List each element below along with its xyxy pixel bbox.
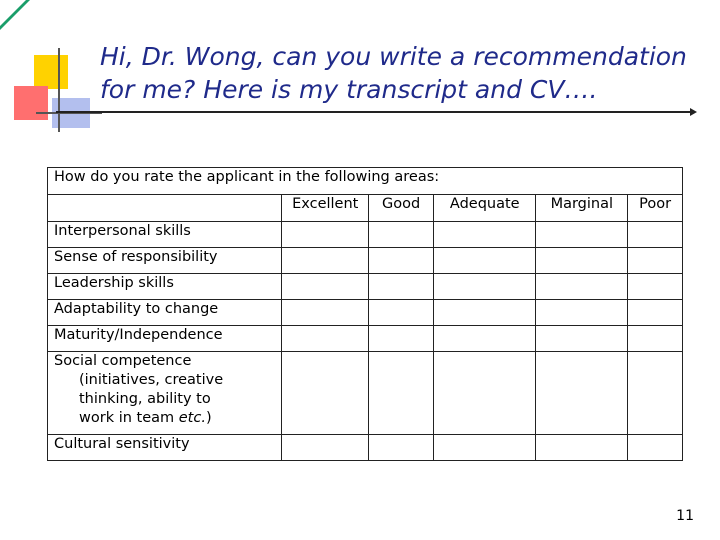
row-label-responsibility: Sense of responsibility xyxy=(48,248,282,274)
slide-title-line2: for me? Here is my transcript and CV…. xyxy=(100,75,598,104)
rating-cell xyxy=(282,326,369,352)
header-good: Good xyxy=(369,195,434,222)
table-row xyxy=(48,300,683,326)
header-marginal: Marginal xyxy=(536,195,628,222)
rating-cell xyxy=(369,300,434,326)
title-underline-arrow xyxy=(690,108,697,116)
rating-cell xyxy=(282,435,369,461)
social-competence-sub-2: thinking, ability to xyxy=(79,391,211,407)
rating-cell xyxy=(434,300,536,326)
row-label-adaptability: Adaptability to change xyxy=(48,300,282,326)
red-square-decoration xyxy=(14,86,48,120)
rating-cell xyxy=(536,326,628,352)
rating-cell xyxy=(434,222,536,248)
rating-cell xyxy=(282,222,369,248)
rating-cell xyxy=(434,274,536,300)
row-label-maturity: Maturity/Independence xyxy=(48,326,282,352)
table-row xyxy=(48,222,683,248)
rating-cell xyxy=(628,248,683,274)
table-row xyxy=(48,352,683,435)
table-row xyxy=(48,274,683,300)
table-header-row xyxy=(48,195,683,222)
row-label-leadership: Leadership skills xyxy=(48,274,282,300)
rating-cell xyxy=(536,248,628,274)
header-adequate: Adequate xyxy=(434,195,536,222)
table-row xyxy=(48,435,683,461)
slide-title-line1: Hi, Dr. Wong, can you write a recommendation xyxy=(100,42,687,71)
social-competence-close: ) xyxy=(205,410,212,426)
rating-cell xyxy=(369,274,434,300)
rating-cell xyxy=(369,435,434,461)
rating-cell xyxy=(536,352,628,435)
social-competence-sub-3 xyxy=(54,409,275,428)
rating-cell xyxy=(628,435,683,461)
table-row xyxy=(48,326,683,352)
rating-table xyxy=(47,167,683,461)
rating-cell xyxy=(434,435,536,461)
rating-cell xyxy=(628,352,683,435)
row-label-cultural: Cultural sensitivity xyxy=(48,435,282,461)
rating-cell xyxy=(536,435,628,461)
page-number: 11 xyxy=(676,508,694,524)
rating-cell xyxy=(369,248,434,274)
rating-cell xyxy=(628,326,683,352)
rating-cell xyxy=(628,274,683,300)
vertical-rule-decoration xyxy=(58,48,60,132)
rating-cell xyxy=(282,274,369,300)
rating-cell xyxy=(434,326,536,352)
social-competence-main: Social competence xyxy=(54,353,192,369)
rating-cell xyxy=(536,222,628,248)
rating-cell xyxy=(536,300,628,326)
rating-cell xyxy=(282,300,369,326)
rating-cell xyxy=(369,222,434,248)
social-competence-etc: etc. xyxy=(178,410,206,426)
rating-cell xyxy=(434,352,536,435)
rating-cell xyxy=(628,222,683,248)
row-label-social-competence xyxy=(48,352,282,435)
row-label-interpersonal: Interpersonal skills xyxy=(48,222,282,248)
slide-title xyxy=(100,40,710,106)
header-excellent: Excellent xyxy=(282,195,369,222)
rating-cell xyxy=(369,326,434,352)
rating-cell xyxy=(628,300,683,326)
rating-cell xyxy=(536,274,628,300)
social-competence-sub-3-text: work in team xyxy=(79,410,179,426)
title-underline xyxy=(56,111,692,113)
header-blank-cell xyxy=(48,195,282,222)
header-poor: Poor xyxy=(628,195,683,222)
social-competence-sub-1: (initiatives, creative xyxy=(79,372,224,388)
rating-cell xyxy=(282,352,369,435)
rating-cell xyxy=(282,248,369,274)
yellow-square-decoration xyxy=(34,55,68,89)
rating-cell xyxy=(369,352,434,435)
table-question-row xyxy=(48,168,683,195)
table-row xyxy=(48,248,683,274)
corner-decoration-inner xyxy=(0,0,26,26)
table-question: How do you rate the applicant in the following areas: xyxy=(48,168,683,195)
rating-cell xyxy=(434,248,536,274)
